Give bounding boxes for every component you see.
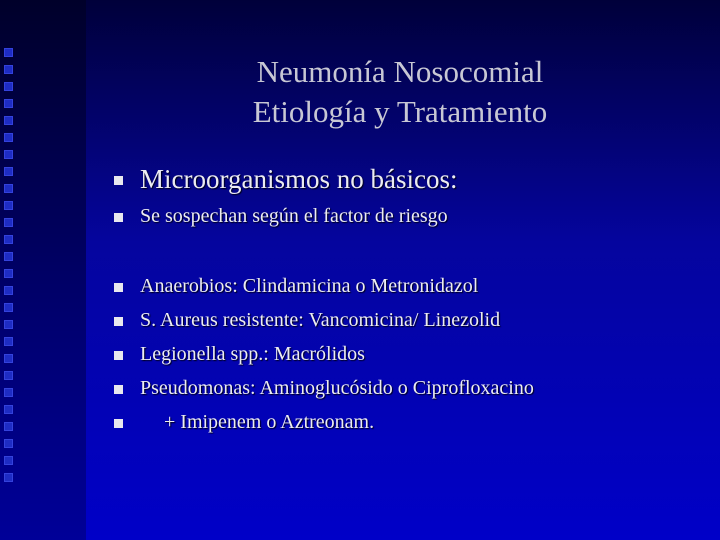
decorative-square (4, 184, 13, 193)
decorative-square (4, 405, 13, 414)
decorative-square (4, 48, 13, 57)
decorative-square (4, 201, 13, 210)
decorative-square (4, 303, 13, 312)
bullet-square-icon (114, 283, 123, 292)
decorative-square (4, 82, 13, 91)
slide-title-line-1: Neumonía Nosocomial (256, 54, 544, 89)
bullet-text: S. Aureus resistente: Vancomicina/ Linezolid (140, 309, 501, 331)
bullet-text: Microorganismos no básicos: (140, 164, 458, 194)
decorative-square (4, 473, 13, 482)
bullet-square-icon (114, 419, 123, 428)
decorative-square (4, 388, 13, 397)
decorative-square (4, 218, 13, 227)
decorative-square (4, 133, 13, 142)
decorative-square (4, 422, 13, 431)
decorative-square-column (4, 48, 20, 494)
bullet-text: Anaerobios: Clindamicina o Metronidazol (140, 275, 479, 297)
decorative-square (4, 371, 13, 380)
decorative-square (4, 456, 13, 465)
bullet-square-icon (114, 213, 123, 222)
bullet-text: Pseudomonas: Aminoglucósido o Ciprofloxacino (140, 377, 534, 399)
decorative-square (4, 167, 13, 176)
decorative-square (4, 65, 13, 74)
decorative-square (4, 354, 13, 363)
decorative-square (4, 269, 13, 278)
left-decorative-band (0, 0, 86, 540)
decorative-square (4, 286, 13, 295)
bullet-text: Legionella spp.: Macrólidos (140, 343, 365, 365)
decorative-square (4, 116, 13, 125)
bullet-square-icon (114, 385, 123, 394)
decorative-square (4, 99, 13, 108)
decorative-square (4, 252, 13, 261)
decorative-square (4, 235, 13, 244)
decorative-square (4, 320, 13, 329)
bullet-square-icon (114, 176, 123, 185)
bullet-text: + Imipenem o Aztreonam. (164, 411, 375, 433)
slide-title (160, 52, 640, 132)
bullet-text: Se sospechan según el factor de riesgo (140, 205, 448, 227)
bullet-square-icon (114, 351, 123, 360)
decorative-square (4, 150, 13, 159)
decorative-square (4, 439, 13, 448)
slide-title-line-2: Etiología y Tratamiento (252, 94, 548, 129)
decorative-square (4, 337, 13, 346)
bullet-square-icon (114, 317, 123, 326)
